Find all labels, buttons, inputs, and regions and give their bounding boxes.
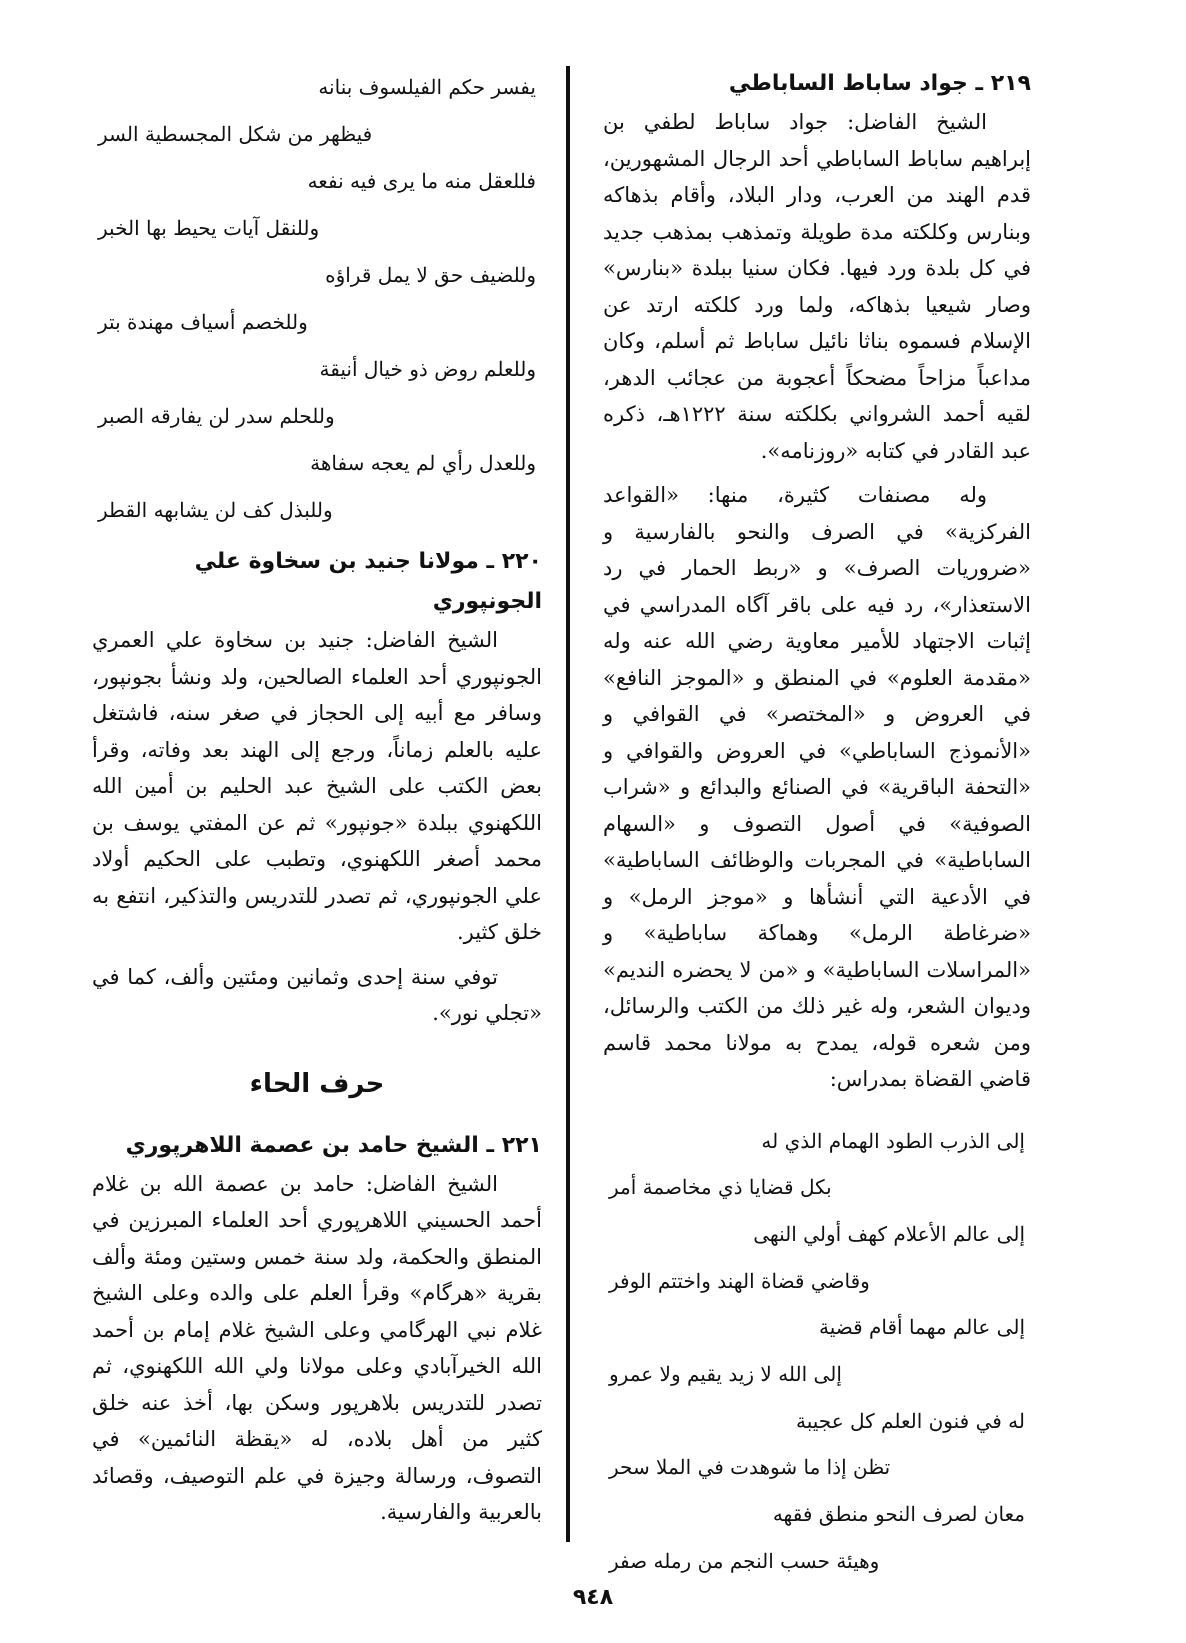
entry-220-title: ٢٢٠ ـ مولانا جنيد بن سخاوة علي الجونپوري — [194, 549, 542, 614]
poem-verses-right — [603, 1118, 1031, 1585]
verse-line: إلى عالم مهما أقام قضية — [818, 1315, 1025, 1340]
verse-line: بكل قضايا ذي مخاصمة أمر — [609, 1175, 832, 1200]
verse-line: وللنقل آيات يحيط بها الخبر — [98, 216, 320, 240]
entry-219-paragraph-1: الشيخ الفاضل: جواد ساباط لطفي بن إبراهيم ساباط الساباطي أحد الرجال المشهورين، قدم الهند من العرب، ودار البلاد، وأقام بذهاكه وبنارس وكلكته مدة طويلة وتمذهب بمذهب جديد في كل بلدة ورد فيها. فكان سنيا ببلدة «بنارس» وصار شيعيا بذهاكه، ولما ورد كلكته ارتد عن الإسلام فسموه بناثا نائيل ساباط ثم أسلم، وكان مداعباً مزاحاً مضحكاً أعجوبة من عجائب الدهر، لقيه أحمد الشرواني بكلكته سنة ١٢٢٢هـ، ذكره عبد القادر في كتابه «روزنامه». — [603, 110, 1031, 463]
entry-221-title: ٢٢١ ـ الشيخ حامد بن عصمة اللاهرپوري — [125, 1132, 542, 1158]
poem-verses-left — [92, 64, 542, 534]
letter-heading: حرف الحاء — [249, 1068, 385, 1099]
left-column — [92, 64, 542, 1531]
verse-line: تظن إذا ما شوهدت في الملا سحر — [609, 1455, 891, 1480]
page-number: ٩٤٨ — [572, 1585, 614, 1610]
entry-219-title: ٢١٩ ـ جواد ساباط الساباطي — [728, 71, 1031, 96]
column-divider — [566, 66, 570, 1542]
verse-line: له في فنون العلم كل عجيبة — [796, 1408, 1025, 1433]
verse-line: وهيئة حسب النجم من رمله صفر — [609, 1548, 880, 1573]
verse-line: يفسر حكم الفيلسوف بنانه — [318, 75, 536, 99]
right-column — [603, 64, 1031, 1585]
verse-line: إلى الذرب الطود الهمام الذي له — [761, 1128, 1025, 1153]
verse-line: وللحلم سدر لن يفارقه الصبر — [98, 404, 335, 428]
verse-line: إلى الله لا زيد يقيم ولا عمرو — [609, 1362, 842, 1387]
verse-line: فللعقل منه ما يرى فيه نفعه — [307, 169, 536, 193]
verse-line: وللبذل كف لن يشابهه القطر — [98, 498, 333, 522]
entry-220-paragraph-1: الشيخ الفاضل: جنيد بن سخاوة علي العمري الجونپوري أحد العلماء الصالحين، ولد ونشأ بجونپور، وسافر مع أبيه إلى الحجاز في صغر سنه، فاشتغل عليه بالعلم زماناً، ورجع إلى الهند بعد وفاته، وقرأ بعض الكتب على الشيخ عبد الحليم بن أمين الله اللكهنوي ببلدة «جونپور» ثم عن المفتي يوسف بن محمد أصغر اللكهنوي، وتطبب على الحكيم أولاد علي الجونپوري، ثم تصدر للتدريس والتذكير، انتفع به خلق كثير. — [92, 628, 542, 944]
verse-line: وللضيف حق لا يمل قراؤه — [325, 263, 536, 287]
verse-line: معان لصرف النحو منطق فقهه — [772, 1502, 1025, 1527]
verse-line: فيظهر من شكل المجسطية السر — [98, 122, 373, 146]
entry-219-paragraph-2: وله مصنفات كثيرة، منها: «القواعد الفركزية» في الصرف والنحو بالفارسية و «ضروريات الصرف» و «ربط الحمار في رد الاستعذار»، رد فيه على باقر آگاه المدراسي في إثبات الاجتهاد للأمير معاوية رضي الله عنه وله «مقدمة العلوم» في المنطق و «الموجز النافع» في العروض و «المختصر» في القوافي و «الأنموذج الساباطي» في العروض والقوافي و «التحفة الباقرية» في الصنائع والبدائع و «شراب الصوفية» في أصول التصوف و «السهام الساباطية» في المجربات والوظائف الساباطية» في الأدعية التي أنشأها و «موجز الرمل» و «ضرغاطة الرمل» وهماكة ساباطية» و «المراسلات الساباطية» و «من لا يحضره النديم» وديوان الشعر، وله غير ذلك من الكتب والرسائل، ومن شعره قوله، يمدح به مولانا محمد قاسم قاضي القضاة بمدراس: — [603, 483, 1031, 1091]
verse-line: إلى عالم الأعلام كهف أولي النهى — [753, 1221, 1025, 1246]
verse-line: وللعلم روض ذو خيال أنيقة — [319, 357, 536, 381]
verse-line: وللعدل رأي لم يعجه سفاهة — [310, 451, 536, 475]
verse-line: وللخصم أسياف مهندة بتر — [98, 310, 308, 334]
entry-220-paragraph-2: توفي سنة إحدى وثمانين ومئتين وألف، كما في «تجلي نور». — [92, 964, 542, 1025]
entry-221-paragraph-1: الشيخ الفاضل: حامد بن عصمة الله بن غلام أحمد الحسيني اللاهرپوري أحد العلماء المبرزين في المنطق والحكمة، ولد سنة خمس وستين ومئة وألف بقرية «هرگام» وقرأ العلم على والده وعلى الشيخ غلام نبي الهرگامي وعلى الشيخ غلام إمام بن أحمد الله الخيرآبادي وعلى مولانا ولي الله اللكهنوي، ثم تصدر للتدريس بلاهرپور وسكن بها، أخذ عنه خلق كثير من أهل بلاده، له «يقظة النائمين» في التصوف، ورسالة وجيزة في علم التوصيف، وقصائد بالعربية والفارسية. — [92, 1171, 542, 1524]
verse-line: وقاضي قضاة الهند واختتم الوفر — [609, 1268, 870, 1293]
